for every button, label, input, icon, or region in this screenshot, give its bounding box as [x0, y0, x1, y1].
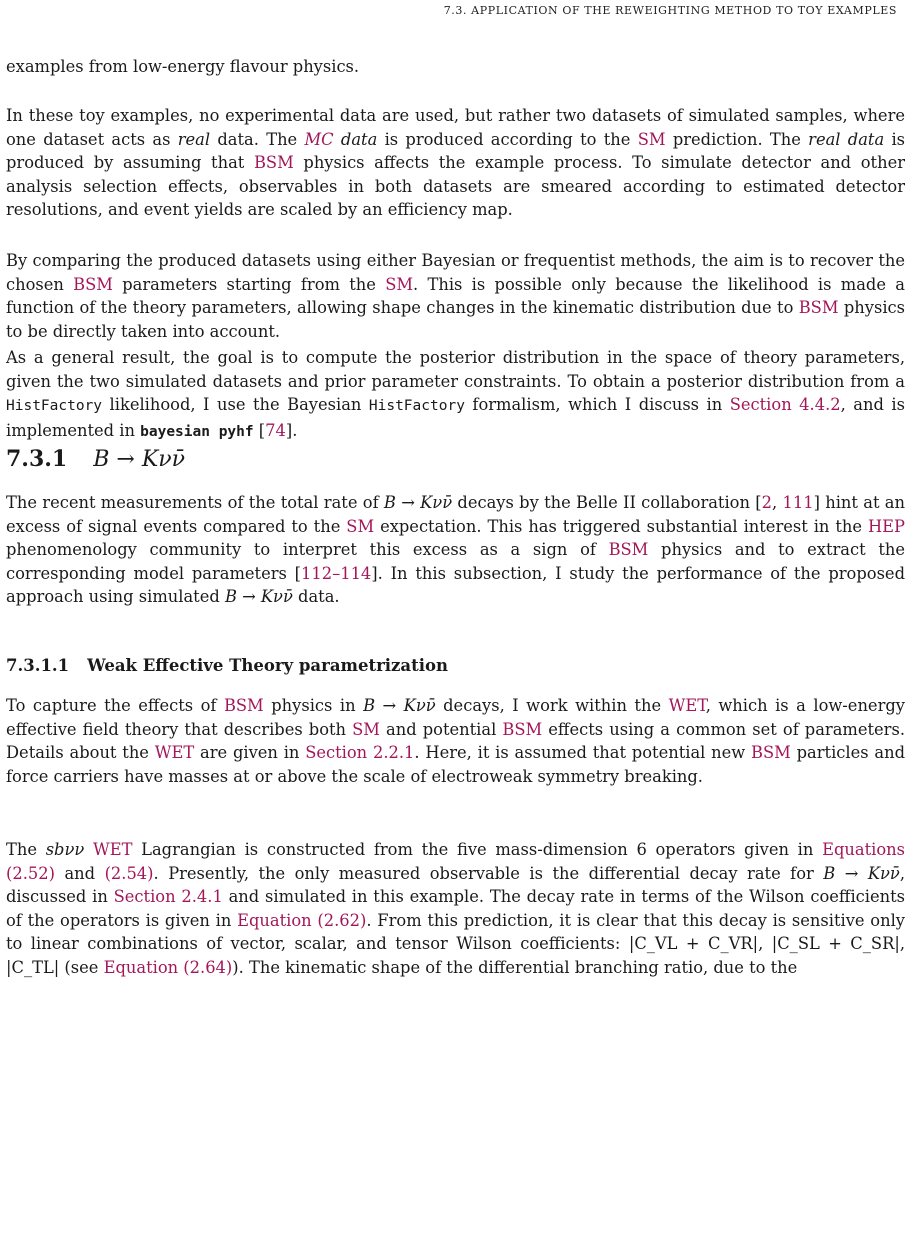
- paragraph-2: By comparing the produced datasets using either Bayesian or frequentist methods, the aim is to recover the chosen BSM parameters starting from the SM. This is possible only because the likelihood is made a function of the theory parameters, allowing shape changes in the kinematic distribution due to BSM physics to be directly taken into account.: [6, 251, 905, 341]
- link-equations-2-52[interactable]: Equations (2.52): [6, 840, 905, 883]
- link-bsm[interactable]: BSM: [502, 719, 543, 739]
- paragraph-1: In these toy examples, no experimental data are used, but rather two datasets of simulated samples, where one dataset acts as real data. The MC data is produced according to the SM prediction. The real data is produced by assuming that BSM physics affects the example process. To simulate detector and other analysis selection effects, observables in both datasets are smeared according to estimated detector resolutions, and event yields are scaled by an efficiency map.: [6, 106, 906, 220]
- link-wet[interactable]: WET: [92, 840, 133, 859]
- link-section-2-2-1[interactable]: Section 2.2.1: [305, 743, 415, 763]
- link-section-2-4-1[interactable]: Section 2.4.1: [113, 887, 223, 907]
- link-equation-2-64[interactable]: Equation (2.64): [103, 957, 233, 977]
- paragraph-4: The recent measurements of the total rate of B → Kνν̄ decays by the Belle II collaboration [2, 111] hint at an excess of signal events compared to the SM expectation. This has triggered substantial interest in the HEP phenomenology community to interpret this excess as a sign of BSM physics and to extract the corresponding model parameters [112–114]. In this subsection, I study the performance of the proposed approach using simulated B → Kνν̄ data.: [6, 493, 905, 607]
- link-hep[interactable]: HEP: [867, 516, 905, 536]
- link-bsm[interactable]: BSM: [798, 298, 839, 318]
- link-bsm[interactable]: BSM: [608, 540, 649, 560]
- link-sm[interactable]: SM: [385, 274, 414, 294]
- paragraph-6: The sbνν WET Lagrangian is constructed from the five mass-dimension 6 operators given in Equations (2.52) and (2.54). Presently, the only measured observable is the differential decay rate for B → Kνν̄, discussed in Section 2.4.1 and simulated in this example. The decay rate in terms of the Wilson coefficients of the operators is given in Equation (2.62). From this prediction, it is clear that this decay is sensitive only to linear combinations of vector, scalar, and tensor Wilson coefficients: |C_VL + C_VR|, |C_SL + C_SR|, |C_TL| (see Equation (2.64)). The kinematic shape of the differential branching ratio, due to the: [6, 840, 905, 977]
- link-ref-2[interactable]: 2: [761, 493, 772, 512]
- link-bsm[interactable]: BSM: [253, 153, 294, 173]
- wilson-tensor: |C_TL|: [6, 957, 60, 977]
- link-ref-111[interactable]: 111: [782, 493, 814, 512]
- running-header: 7.3. APPLICATION OF THE REWEIGHTING METHOD TO TOY EXAMPLES: [443, 4, 897, 17]
- paragraph-3: As a general result, the goal is to compute the posterior distribution in the space of theory parameters, given the two simulated datasets and prior parameter constraints. To obtain a posterior distribution from a HistFactory likelihood, I use the Bayesian HistFactory formalism, which I discuss in Section 4.4.2, and is implemented in bayesian pyhf [74].: [6, 348, 905, 440]
- link-section-4-4-2[interactable]: Section 4.4.2: [729, 395, 841, 415]
- link-equation-2-54[interactable]: (2.54): [104, 863, 154, 883]
- wilson-scalar: |C_SL + C_SR|: [771, 934, 900, 954]
- link-bsm[interactable]: BSM: [223, 696, 264, 715]
- link-ref-112-114[interactable]: 112–114: [301, 563, 372, 583]
- link-wet[interactable]: WET: [154, 743, 195, 763]
- paragraph-0: examples from low-energy flavour physics.: [6, 57, 360, 76]
- link-mc[interactable]: MC: [304, 129, 334, 149]
- link-sm[interactable]: SM: [346, 516, 375, 536]
- link-bsm[interactable]: BSM: [73, 274, 113, 294]
- wilson-vector: |C_VL + C_VR|: [628, 934, 759, 954]
- paragraph-5: To capture the effects of BSM physics in B → Kνν̄ decays, I work within the WET, which is a low-energy effective field theory that describes both SM and potential BSM effects using a common set of parameters. Details about the WET are given in Section 2.2.1. Here, it is assumed that potential new BSM particles and force carriers have masses at or above the scale of electroweak symmetry breaking.: [6, 696, 906, 786]
- link-sm[interactable]: SM: [637, 129, 666, 149]
- link-sm[interactable]: SM: [352, 719, 380, 739]
- link-bsm[interactable]: BSM: [751, 743, 791, 763]
- subsection-heading-7-3-1-1: 7.3.1.1 Weak Effective Theory parametrization: [6, 656, 448, 675]
- link-wet[interactable]: WET: [668, 696, 706, 715]
- link-equation-2-62[interactable]: Equation (2.62): [237, 910, 367, 930]
- section-heading-7-3-1: 7.3.1 B → Kνν̄: [6, 446, 186, 472]
- link-ref-74[interactable]: 74: [265, 420, 286, 440]
